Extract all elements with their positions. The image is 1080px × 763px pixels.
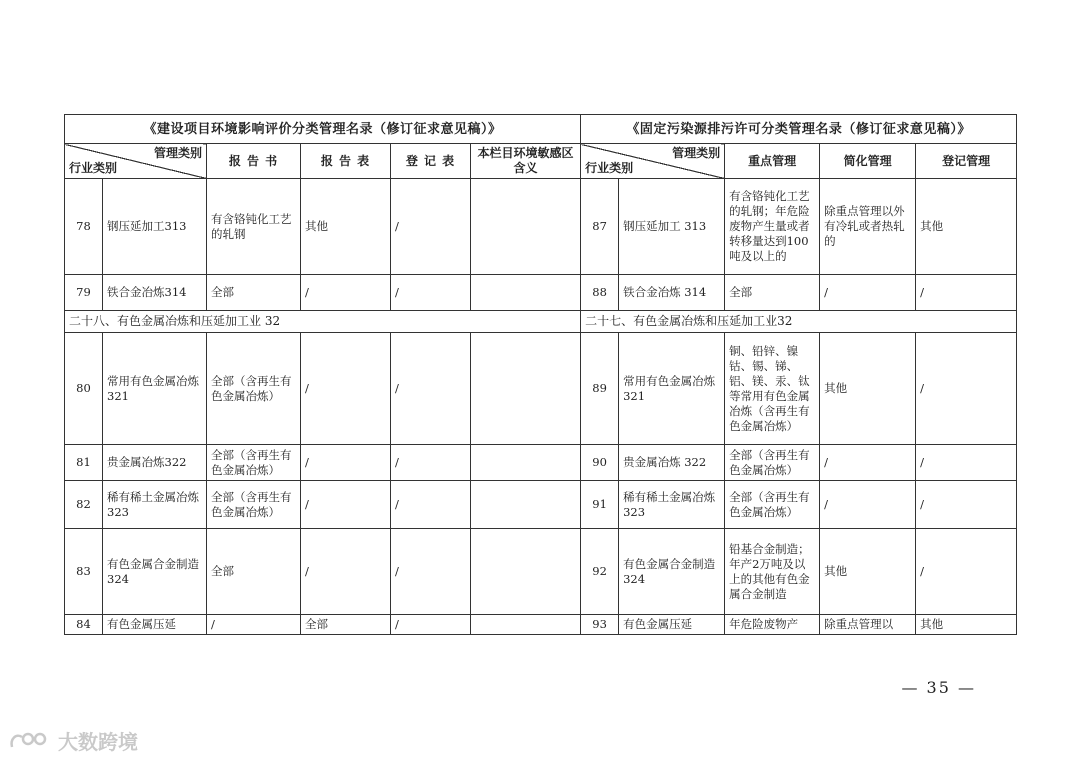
right-row-number-cell: 92 xyxy=(581,529,619,615)
header-key-management: 重点管理 xyxy=(725,144,820,179)
left-report-book-cell: / xyxy=(207,615,301,635)
right-registration-management-cell: 其他 xyxy=(916,179,1017,275)
right-industry-cell: 有色金属压延 xyxy=(619,615,725,635)
left-sensitive-area-cell xyxy=(471,445,581,481)
header-registration-management: 登记管理 xyxy=(916,144,1017,179)
left-report-book-cell: 有含铬钝化工艺的轧钢 xyxy=(207,179,301,275)
right-row-number-cell: 89 xyxy=(581,333,619,445)
left-row-number-cell: 79 xyxy=(65,275,103,311)
left-registration-form-cell: / xyxy=(391,481,471,529)
right-key-management-cell: 铜、铅锌、镍钴、锡、锑、铝、镁、汞、钛等常用有色金属冶炼（含再生有色金属冶炼） xyxy=(725,333,820,445)
left-row-number-cell: 81 xyxy=(65,445,103,481)
header-sensitive-area-meaning: 本栏目环境敏感区含义 xyxy=(471,144,581,179)
table-row xyxy=(65,445,1017,481)
left-section-heading: 二十八、有色金属冶炼和压延加工业 32 xyxy=(65,311,581,333)
right-industry-cell: 铁合金冶炼 314 xyxy=(619,275,725,311)
table-row xyxy=(65,481,1017,529)
left-header-industry-category: 行业类别 xyxy=(69,161,118,175)
left-industry-cell: 铁合金冶炼314 xyxy=(103,275,207,311)
right-row-number-cell: 88 xyxy=(581,275,619,311)
left-report-form-cell: / xyxy=(301,445,391,481)
left-sensitive-area-cell xyxy=(471,333,581,445)
table-row xyxy=(65,529,1017,615)
table-row xyxy=(65,333,1017,445)
right-registration-management-cell: / xyxy=(916,481,1017,529)
right-simplified-management-cell: 其他 xyxy=(820,333,916,445)
header-simplified-management: 简化管理 xyxy=(820,144,916,179)
left-registration-form-cell: / xyxy=(391,179,471,275)
right-key-management-cell: 年危险废物产 xyxy=(725,615,820,635)
right-key-management-cell: 全部（含再生有色金属冶炼） xyxy=(725,481,820,529)
right-header-industry-category: 行业类别 xyxy=(585,161,634,175)
table-row xyxy=(65,275,1017,311)
right-row-number-cell: 87 xyxy=(581,179,619,275)
right-industry-cell: 常用有色金属冶炼 321 xyxy=(619,333,725,445)
header-registration-form: 登 记 表 xyxy=(391,144,471,179)
left-sensitive-area-cell xyxy=(471,529,581,615)
right-simplified-management-cell: 除重点管理以外有冷轧或者热轧的 xyxy=(820,179,916,275)
right-key-management-cell: 铅基合金制造；年产2万吨及以上的其他有色金属合金制造 xyxy=(725,529,820,615)
left-registration-form-cell: / xyxy=(391,333,471,445)
right-simplified-management-cell: / xyxy=(820,481,916,529)
right-key-management-cell: 全部（含再生有色金属冶炼） xyxy=(725,445,820,481)
right-industry-cell: 贵金属冶炼 322 xyxy=(619,445,725,481)
left-row-number-cell: 83 xyxy=(65,529,103,615)
right-registration-management-cell: 其他 xyxy=(916,615,1017,635)
left-report-form-cell: / xyxy=(301,275,391,311)
left-registration-form-cell: / xyxy=(391,275,471,311)
header-report-form: 报 告 表 xyxy=(301,144,391,179)
right-section-heading: 二十七、有色金属冶炼和压延加工业32 xyxy=(581,311,1017,333)
left-report-book-cell: 全部（含再生有色金属冶炼） xyxy=(207,481,301,529)
left-industry-cell: 有色金属压延 xyxy=(103,615,207,635)
right-simplified-management-cell: / xyxy=(820,275,916,311)
left-row-number-cell: 82 xyxy=(65,481,103,529)
left-sensitive-area-cell xyxy=(471,615,581,635)
left-report-form-cell: / xyxy=(301,529,391,615)
right-registration-management-cell: / xyxy=(916,529,1017,615)
left-industry-cell: 常用有色金属冶炼321 xyxy=(103,333,207,445)
right-industry-cell: 有色金属合金制造 324 xyxy=(619,529,725,615)
left-report-form-cell: 全部 xyxy=(301,615,391,635)
table-row xyxy=(65,179,1017,275)
left-sensitive-area-cell xyxy=(471,179,581,275)
left-report-book-cell: 全部 xyxy=(207,529,301,615)
header-report-book: 报 告 书 xyxy=(207,144,301,179)
right-industry-cell: 钢压延加工 313 xyxy=(619,179,725,275)
watermark-logo-icon xyxy=(8,729,52,753)
right-diagonal-header xyxy=(581,144,725,179)
left-report-form-cell: / xyxy=(301,333,391,445)
section-row xyxy=(65,311,1017,333)
right-key-management-cell: 有含铬钝化工艺的轧钢；年危险废物产生量或者转移量达到100吨及以上的 xyxy=(725,179,820,275)
right-row-number-cell: 90 xyxy=(581,445,619,481)
left-report-book-cell: 全部（含再生有色金属冶炼） xyxy=(207,445,301,481)
right-row-number-cell: 93 xyxy=(581,615,619,635)
right-simplified-management-cell: 其他 xyxy=(820,529,916,615)
page-number: — 35 — xyxy=(901,678,976,697)
table-row xyxy=(65,615,1017,635)
right-row-number-cell: 91 xyxy=(581,481,619,529)
left-registration-form-cell: / xyxy=(391,445,471,481)
left-row-number-cell: 80 xyxy=(65,333,103,445)
left-report-form-cell: 其他 xyxy=(301,179,391,275)
right-simplified-management-cell: 除重点管理以 xyxy=(820,615,916,635)
right-simplified-management-cell: / xyxy=(820,445,916,481)
left-row-number-cell: 84 xyxy=(65,615,103,635)
left-report-form-cell: / xyxy=(301,481,391,529)
watermark xyxy=(8,726,138,755)
right-key-management-cell: 全部 xyxy=(725,275,820,311)
left-report-book-cell: 全部 xyxy=(207,275,301,311)
right-header-management-category: 管理类别 xyxy=(672,146,721,160)
left-sensitive-area-cell xyxy=(471,275,581,311)
left-industry-cell: 稀有稀土金属冶炼323 xyxy=(103,481,207,529)
right-industry-cell: 稀有稀土金属冶炼 323 xyxy=(619,481,725,529)
left-registration-form-cell: / xyxy=(391,615,471,635)
left-industry-cell: 钢压延加工313 xyxy=(103,179,207,275)
left-row-number-cell: 78 xyxy=(65,179,103,275)
right-registration-management-cell: / xyxy=(916,445,1017,481)
left-header-management-category: 管理类别 xyxy=(153,146,202,160)
classification-comparison-table xyxy=(64,114,1017,635)
right-table-title: 《固定污染源排污许可分类管理名录（修订征求意见稿）》 xyxy=(581,115,1017,144)
right-registration-management-cell: / xyxy=(916,333,1017,445)
left-report-book-cell: 全部（含再生有色金属冶炼） xyxy=(207,333,301,445)
watermark-text: 大数跨境 xyxy=(58,730,138,754)
right-registration-management-cell: / xyxy=(916,275,1017,311)
left-industry-cell: 有色金属合金制造324 xyxy=(103,529,207,615)
left-industry-cell: 贵金属冶炼322 xyxy=(103,445,207,481)
left-sensitive-area-cell xyxy=(471,481,581,529)
left-diagonal-header xyxy=(65,144,207,179)
left-registration-form-cell: / xyxy=(391,529,471,615)
left-table-title: 《建设项目环境影响评价分类管理名录（修订征求意见稿）》 xyxy=(65,115,581,144)
